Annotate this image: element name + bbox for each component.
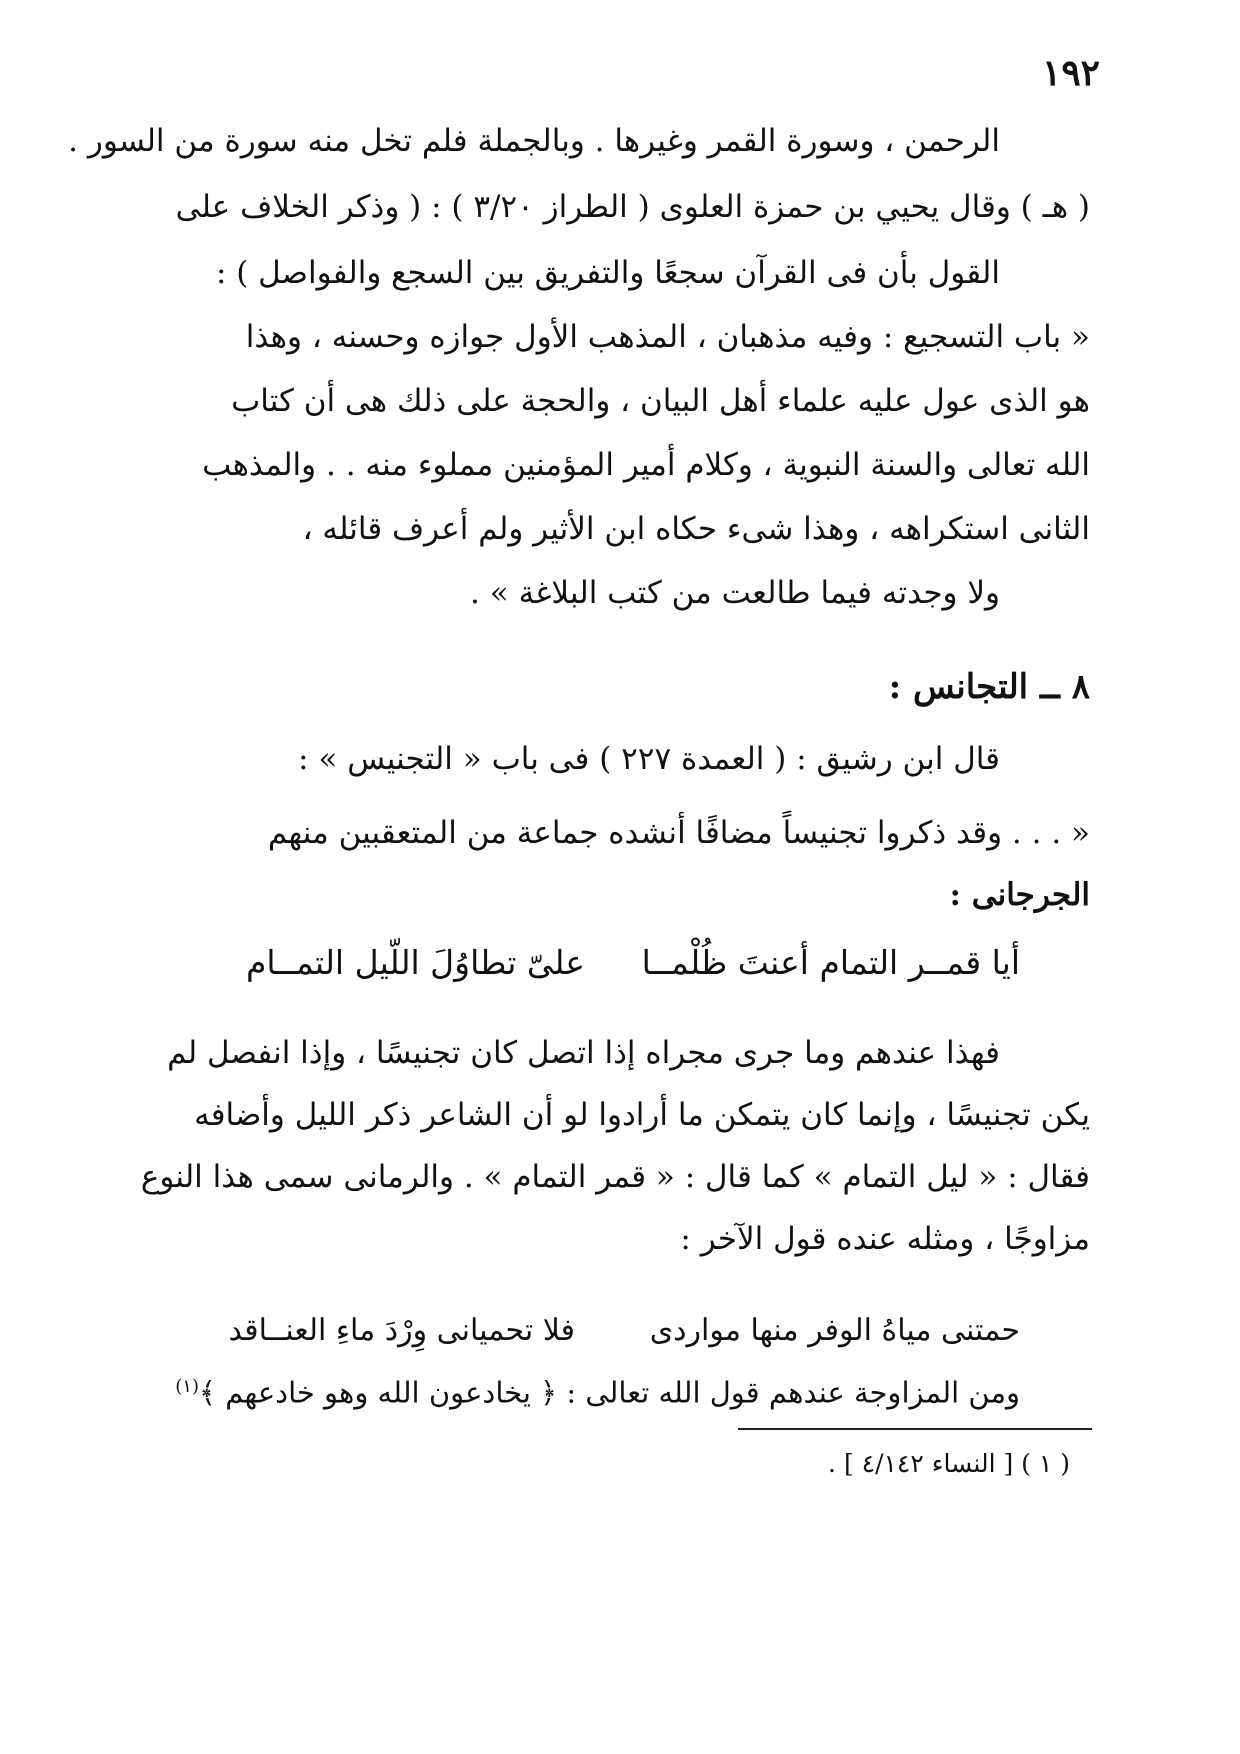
footnote: ( ١ ) [ النساء ٤/١٤٢ ] . <box>828 1449 1070 1478</box>
quote-line: الثانى استكراهه ، وهذا شىء حكاه ابن الأثير ولم أعرف قائله ، <box>302 511 1090 547</box>
page-number: ١٩٢ <box>1041 52 1100 94</box>
verse-hemistich-right: أيا قمــر التمام أعنتَ ظُلْمــا <box>641 943 1020 982</box>
quran-citation-text: ومن المزاوجة عندهم قول الله تعالى : ﴿ يخادعون الله وهو خادعهم ﴾ <box>198 1375 1020 1410</box>
verse-hemistich-right: حمتنى مياهُ الوفر منها مواردى <box>649 1313 1020 1348</box>
quote-line: « باب التسجيع : وفيه مذهبان ، المذهب الأول جوازه وحسنه ، وهذا <box>245 319 1090 355</box>
verse-hemistich-left: علىّ تطاوُلَ اللّيل التمــام <box>246 943 585 982</box>
paragraph-line: القول بأن فى القرآن سجعًا والتفريق بين السجع والفواصل ) : <box>215 255 1000 291</box>
quote-line: الله تعالى والسنة النبوية ، وكلام أمير المؤمنين مملوء منه . . والمذهب <box>202 447 1090 483</box>
quote-line: ولا وجدته فيما طالعت من كتب البلاغة » . <box>470 575 1000 611</box>
paragraph-line: يكن تجنيسًا ، وإنما كان يتمكن ما أرادوا لو أن الشاعر ذكر الليل وأضافه <box>194 1097 1090 1133</box>
section-heading: ٨ ــ التجانس : <box>888 667 1090 707</box>
paragraph-line <box>175 1364 1020 1416</box>
quote-line: هو الذى عول عليه علماء أهل البيان ، والحجة على ذلك هى أن كتاب <box>231 383 1090 419</box>
paragraph-line: قال ابن رشيق : ( العمدة ٢٢٧ ) فى باب « التجنيس » : <box>298 741 1000 777</box>
paragraph-line: الرحمن ، وسورة القمر وغيرها . وبالجملة فلم تخل منه سورة من السور . <box>68 123 1000 159</box>
paragraph-line: الجرجانى : <box>949 877 1090 913</box>
footnote-marker: (١) <box>175 1376 199 1397</box>
paragraph-line: فقال : « ليل التمام » كما قال : « قمر التمام » . والرمانى سمى هذا النوع <box>140 1159 1090 1195</box>
paragraph-line: ( هـ ) وقال يحيي بن حمزة العلوى ( الطراز ٣/٢٠ ) : ( وذكر الخلاف على <box>175 189 1090 225</box>
paragraph-line: « . . . وقد ذكروا تجنيساً مضافًا أنشده جماعة من المتعقبين منهم <box>267 815 1090 851</box>
paragraph-line: فهذا عندهم وما جرى مجراه إذا اتصل كان تجنيسًا ، وإذا انفصل لم <box>167 1035 1000 1071</box>
footnote-rule <box>738 1428 1092 1430</box>
verse-hemistich-left: فلا تحميانى وِرْدَ ماءِ العنــاقد <box>228 1313 575 1348</box>
paragraph-line: مزاوجًا ، ومثله عنده قول الآخر : <box>680 1221 1090 1257</box>
